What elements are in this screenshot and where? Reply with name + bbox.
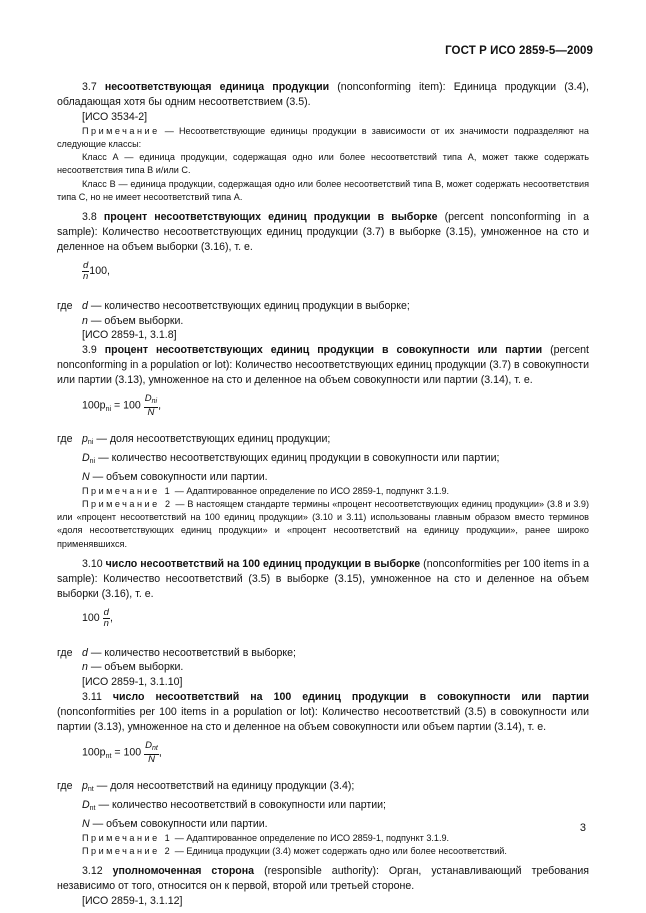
symbol-definition-line <box>57 798 589 817</box>
term-definition: (nonconformities per 100 items in a sample): Количество несоответствий (3.5) в выборке (3.15), умноженное на сто и деленное на объем выборки (3.16), т. е. <box>57 557 589 600</box>
symbol-definition: — количество несоответствий в выборке; <box>90 646 296 659</box>
section-number: 3.8 <box>82 210 97 223</box>
note-2 <box>57 845 589 858</box>
reference: [ИСО 2859-1, 3.1.10] <box>82 676 183 689</box>
symbol-definition: — объем выборки. <box>90 661 184 674</box>
symbol: p <box>82 433 88 446</box>
note-label: Примечание <box>82 125 160 136</box>
section-3-8 <box>57 210 589 255</box>
document-header: ГОСТ Р ИСО 2859-5—2009 <box>445 45 593 57</box>
term-title: число несоответствий на 100 единиц продукции в совокупности или партии <box>112 691 589 704</box>
term-definition: (nonconformities per 100 items in a population or lot): Количество несоответствий (3.5) в совокупности или партии (3.13), умноженное на сто и деленное на объем совокупности или объем партии (3.14), т. е. <box>57 706 589 734</box>
where-row <box>57 779 589 798</box>
numerator-symbol: D <box>144 393 152 405</box>
section-3-10 <box>57 557 589 602</box>
term-definition: (percent nonconforming in a population or lot): Количество несоответствующих единиц продукции (3.7) в совокупности или партии (3.13), умноженное на сто и деленное на объем совокупности или партии (3.14), т. е. <box>57 344 589 387</box>
reference: [ИСО 2859-1, 3.1.12] <box>82 894 183 907</box>
subscript: ni <box>151 398 158 406</box>
formula-tail: , <box>109 611 113 624</box>
symbol: D <box>82 798 90 811</box>
denominator: n <box>83 270 89 282</box>
symbol-definition: — количество несоответствующих единиц продукции в выборке; <box>90 299 410 312</box>
note-text: — Адаптированное определение по ИСО 2859-1, подпункт 3.1.9. <box>174 832 450 843</box>
where-label: где <box>57 299 73 312</box>
symbol: d <box>82 299 88 312</box>
formula-lhs: 100p <box>82 746 106 759</box>
note-1 <box>57 832 589 845</box>
note-text: — Несоответствующие единицы продукции в зависимости от их значимости подразделяют на следующие классы: <box>57 125 589 149</box>
section-3-9 <box>57 343 589 388</box>
where-row <box>57 299 589 314</box>
section-number: 3.7 <box>82 81 97 93</box>
note-text: — Адаптированное определение по ИСО 2859-1, подпункт 3.1.9. <box>174 485 450 496</box>
symbol-definition: — количество несоответствующих единиц продукции в совокупности или партии; <box>98 452 500 464</box>
note-text: — В настоящем стандарте термины «процент несоответствующих единиц продукции» (3.8 и 3.9) или «процент несоответствий на 100 единиц продукции» (3.10 и 3.11) использованы главным образом вместо терминов «доля несоответствующих единиц продукции» и «процент несоответствий на единицу продукции», ранее широко применявшихся. <box>57 499 589 549</box>
numerator: d <box>103 606 109 618</box>
subscript: ni <box>105 405 112 413</box>
section-3-12 <box>57 864 589 894</box>
symbol: N <box>82 817 90 830</box>
subscript: nt <box>89 804 96 812</box>
term-definition: (nonconforming item): Единица продукции (3.4), обладающая хотя бы одним несоответствием (3.5). <box>57 81 589 108</box>
fraction <box>144 741 159 765</box>
note-class-a: Класс А — единица продукции, содержащая одно или более несоответствий типа А, может также содержать несоответствия типа В и/или С. <box>57 152 589 176</box>
note-2 <box>57 498 589 551</box>
formula-tail: 100, <box>89 264 110 277</box>
numerator <box>144 394 158 408</box>
formula-eq: = 100 <box>114 746 142 759</box>
numerator: d <box>83 259 89 271</box>
note-class-b: Класс В — единица продукции, содержащая одно или более несоответствий типа В, может содержать несоответствия типа С, но не имеет несоответствий типа А. <box>57 178 589 202</box>
section-number: 3.10 <box>82 557 103 570</box>
note-label: Примечание 2 <box>82 499 173 510</box>
numerator-symbol: D <box>145 739 153 751</box>
fraction <box>144 394 158 418</box>
symbol-definition-line <box>57 660 589 675</box>
where-label: где <box>57 646 73 659</box>
section-3-11 <box>57 690 589 735</box>
section-3-7 <box>57 80 589 110</box>
note <box>57 125 589 151</box>
symbol-definition: — объем выборки. <box>90 314 184 327</box>
subscript: ni <box>87 439 94 447</box>
document-body <box>57 80 589 909</box>
term-title: несоответствующая единица продукции <box>104 81 330 93</box>
symbol-definition: — доля несоответствующих единиц продукции; <box>96 433 331 446</box>
symbol-definition-line <box>57 451 589 470</box>
note-label: Примечание 1 <box>82 485 173 496</box>
where-label: где <box>57 433 73 446</box>
term-title: процент несоответствующих единиц продукции в выборке <box>103 210 438 223</box>
formula-3-8 <box>82 261 589 291</box>
symbol: n <box>82 661 88 674</box>
symbol-definition: — объем совокупности или партии. <box>92 817 268 830</box>
denominator: n <box>103 617 109 629</box>
subscript: ni <box>89 458 96 465</box>
where-row <box>57 432 589 451</box>
denominator: N <box>147 407 155 419</box>
formula-tail: , <box>158 399 162 412</box>
symbol: n <box>82 314 88 327</box>
term-definition: (percent nonconforming in a sample): Количество несоответствующих единиц продукции (3.7) в выборке (3.15), умноженное на сто и деленное на объем выборки (3.16), т. е. <box>57 210 589 253</box>
term-definition: (responsible authority): Орган, устанавливающий требования независимо от того, относится он к первой, второй или третьей стороне. <box>57 865 589 893</box>
note-label: Примечание 2 <box>82 845 173 856</box>
symbol-definition-line <box>57 817 589 832</box>
symbol: N <box>82 470 90 483</box>
symbol-definition: — доля несоответствий на единицу продукции (3.4); <box>96 779 355 792</box>
subscript: nt <box>105 752 112 760</box>
symbol-definition-line <box>57 314 589 329</box>
denominator: N <box>148 753 155 765</box>
formula-lhs: 100p <box>82 399 106 412</box>
term-title: уполномоченная сторона <box>112 865 255 878</box>
formula-3-9 <box>82 394 589 424</box>
subscript: nt <box>87 785 94 793</box>
symbol: D <box>82 452 90 464</box>
note-text: — Единица продукции (3.4) может содержать одно или более несоответствий. <box>174 845 507 856</box>
symbol: p <box>82 779 88 792</box>
fraction <box>103 608 110 629</box>
subscript: nt <box>152 744 158 752</box>
section-number: 3.9 <box>82 344 97 357</box>
reference: [ИСО 2859-1, 3.1.8] <box>82 329 177 342</box>
section-number: 3.11 <box>82 691 102 704</box>
term-title: число несоответствий на 100 единиц продукции в выборке <box>105 557 421 570</box>
note-1 <box>57 485 589 498</box>
formula-head: 100 <box>82 611 100 624</box>
symbol-definition-line <box>57 470 589 485</box>
term-title: процент несоответствующих единиц продукции в совокупности или партии <box>104 344 543 357</box>
reference: [ИСО 3534-2] <box>82 110 148 123</box>
symbol: d <box>82 646 88 659</box>
symbol-definition: — объем совокупности или партии. <box>92 470 268 483</box>
formula-3-11 <box>82 741 589 771</box>
formula-3-10 <box>82 608 589 638</box>
note-label: Примечание 1 <box>82 832 173 843</box>
numerator <box>144 741 159 755</box>
symbol-definition: — количество несоответствий в совокупности или партии; <box>98 798 386 811</box>
where-row <box>57 646 589 661</box>
formula-eq: = 100 <box>113 399 141 412</box>
page-number: 3 <box>579 822 586 834</box>
formula-tail: , <box>158 746 162 759</box>
where-label: где <box>57 779 73 792</box>
section-number: 3.12 <box>82 865 103 878</box>
